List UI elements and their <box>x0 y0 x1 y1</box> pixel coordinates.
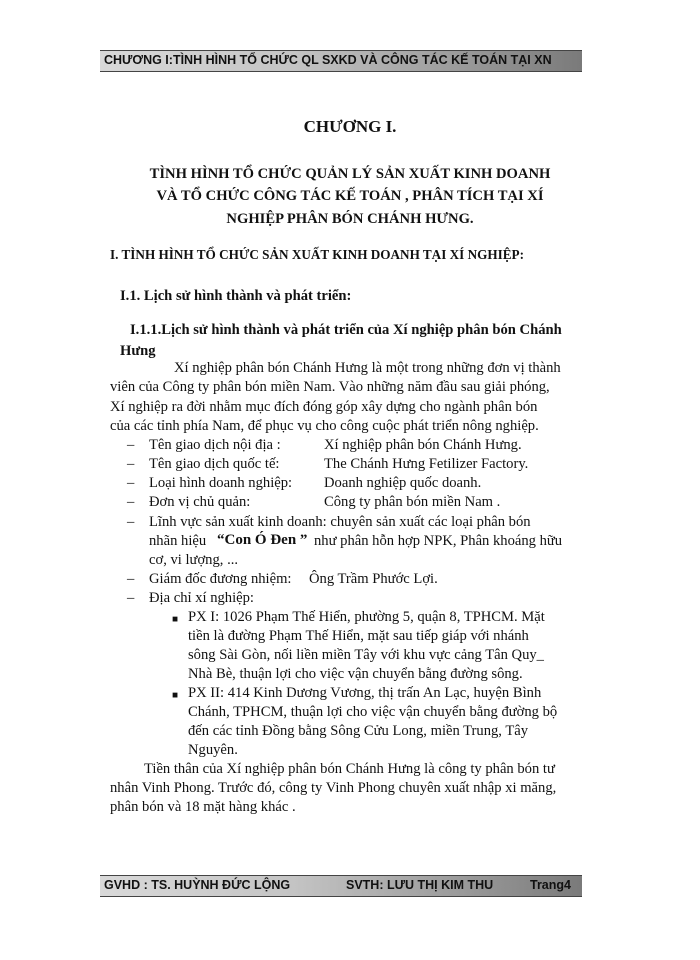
header-text: CHƯƠNG I:TÌNH HÌNH TỔ CHỨC QL SXKD VÀ CÔNG TÁC KẾ TOÁN TẠI XN <box>104 53 552 67</box>
business-field-line1: Lĩnh vực sản xuất kinh doanh: chuyên sản xuất các loại phân bón <box>149 514 531 530</box>
bullet-icon: ■ <box>172 690 179 701</box>
px1-line: sông Sài Gòn, nối liền miền Tây với khu vực cảng Tân Quy_ <box>188 647 544 663</box>
closing-line: phân bón và 18 mặt hàng khác . <box>110 799 296 815</box>
section-heading-1-1: I.1. Lịch sử hình thành và phát triển: <box>120 288 352 304</box>
domestic-name-label: Tên giao dịch nội địa : <box>149 437 281 453</box>
address-label: Địa chỉ xí nghiệp: <box>149 590 254 606</box>
intl-name-label: Tên giao dịch quốc tế: <box>149 456 280 472</box>
px2-line: đến các tỉnh Đồng bằng Sông Cửu Long, miền Trung, Tây <box>188 723 529 739</box>
dash-marker: – <box>127 514 135 530</box>
business-type-label: Loại hình doanh nghiệp: <box>149 475 293 491</box>
intro-line: Xí nghiệp phân bón Chánh Hưng là một trong những đơn vị thành <box>174 360 561 376</box>
dash-marker: – <box>127 590 135 606</box>
intl-name-value: The Chánh Hưng Fetilizer Factory. <box>324 456 529 472</box>
closing-line: nhân Vinh Phong. Trước đó, công ty Vinh Phong chuyên xuất nhập xi măng, <box>110 780 557 796</box>
title-line-1: TÌNH HÌNH TỔ CHỨC QUẢN LÝ SẢN XUẤT KINH DOANH <box>149 166 551 182</box>
title-line-2: VÀ TỔ CHỨC CÔNG TÁC KẾ TOÁN , PHÂN TÍCH TẠI XÍ <box>156 188 544 204</box>
title-line-3: NGHIỆP PHÂN BÓN CHÁNH HƯNG. <box>226 211 474 227</box>
business-field-line2a: nhãn hiệu <box>149 533 207 549</box>
footer-student: SVTH: LƯU THỊ KIM THU <box>346 878 494 892</box>
business-field-line2b: như phân hỗn hợp NPK, Phân khoáng hữu <box>314 533 563 549</box>
dash-marker: – <box>127 475 135 491</box>
intro-line: viên của Công ty phân bón miền Nam. Vào những năm đầu sau giải phóng, <box>110 379 550 395</box>
footer-bar <box>100 875 582 897</box>
brand-name: “Con Ó Đen ” <box>217 532 308 548</box>
closing-line: Tiền thân của Xí nghiệp phân bón Chánh Hưng là công ty phân bón tư <box>144 761 555 777</box>
chapter-title: CHƯƠNG I. <box>303 117 397 136</box>
footer-page-number: Trang4 <box>530 878 571 892</box>
director-value: Ông Trầm Phước Lợi. <box>309 571 438 587</box>
owner-value: Công ty phân bón miền Nam . <box>324 494 501 510</box>
dash-marker: – <box>127 494 135 510</box>
px2-line: PX II: 414 Kinh Dương Vương, thị trấn An Lạc, huyện Bình <box>188 685 542 701</box>
director-label: Giám đốc đương nhiệm: <box>149 571 292 587</box>
intro-line: Xí nghiệp ra đời nhằm mục đích đóng góp xây dựng cho ngành phân bón <box>110 399 538 415</box>
bullet-icon: ■ <box>172 614 179 625</box>
px2-line: Chánh, TPHCM, thuận lợi cho việc vận chuyển bằng đường bộ <box>188 704 558 720</box>
business-field-line3: cơ, vi lượng, ... <box>149 552 239 568</box>
dash-marker: – <box>127 437 135 453</box>
px1-line: PX I: 1026 Phạm Thế Hiển, phường 5, quận 8, TPHCM. Mặt <box>188 609 545 625</box>
px2-line: Nguyên. <box>188 742 238 758</box>
owner-label: Đơn vị chủ quản: <box>149 494 251 510</box>
dash-marker: – <box>127 456 135 472</box>
px1-line: Nhà Bè, thuận lợi cho việc vận chuyển bằng đường sông. <box>188 666 523 682</box>
section-heading-1-1-1-line1: I.1.1.Lịch sử hình thành và phát triển của Xí nghiệp phân bón Chánh <box>130 322 562 338</box>
intro-line: của các tỉnh phía Nam, để phục vụ cho công cuộc phát triển nông nghiệp. <box>110 418 539 434</box>
domestic-name-value: Xí nghiệp phân bón Chánh Hưng. <box>324 437 522 453</box>
header-bar <box>100 50 582 72</box>
section-heading-1-1-1-line2: Hưng <box>120 343 156 359</box>
px1-line: tiền là đường Phạm Thế Hiển, mặt sau tiếp giáp với nhánh <box>188 628 529 644</box>
business-type-value: Doanh nghiệp quốc doanh. <box>324 475 482 491</box>
dash-marker: – <box>127 571 135 587</box>
footer-advisor: GVHD : TS. HUỲNH ĐỨC LỘNG <box>104 878 291 892</box>
section-heading-1: I. TÌNH HÌNH TỔ CHỨC SẢN XUẤT KINH DOANH TẠI XÍ NGHIỆP: <box>110 247 525 262</box>
